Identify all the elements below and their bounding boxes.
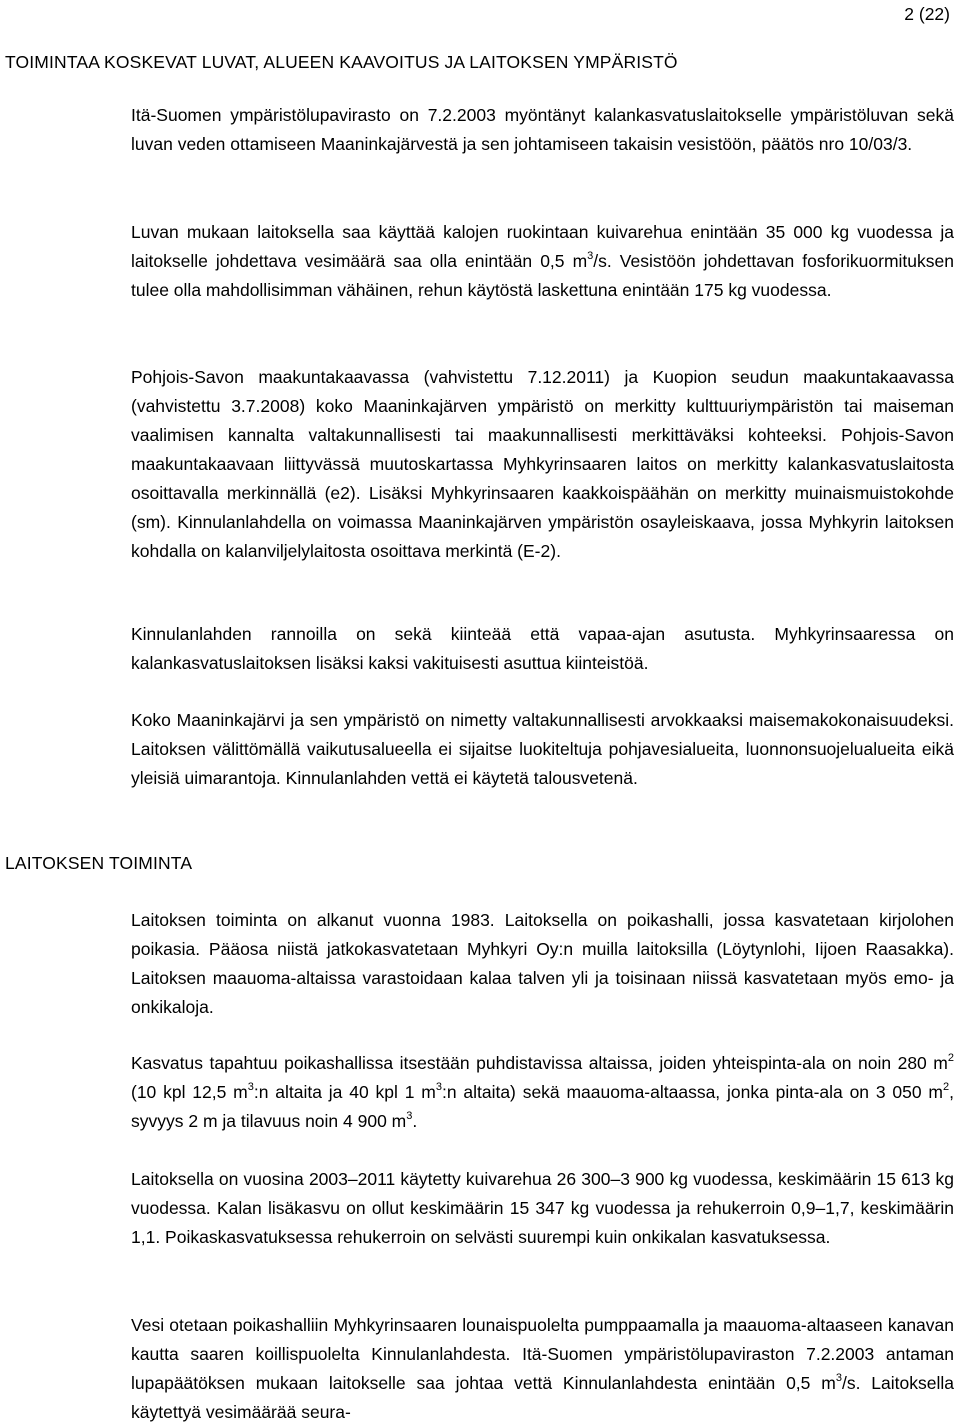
paragraph-water-intake <box>131 1311 954 1427</box>
paragraph-rearing-facilities <box>131 1049 954 1136</box>
paragraph-text: Koko Maaninkajärvi ja sen ympäristö on nimetty valtakunnallisesti arvokkaaksi maisemakokonaisuudeksi. Laitoksen välittömällä vaikutusalueella ei sijaitse luokiteltuja pohjavesialueita, luonnonsuojelualueita eikä yleisiä uimarantoja. Kinnulanlahden vettä ei käytetä talousvetenä. <box>131 710 954 788</box>
paragraph-text: Kasvatus tapahtuu poikashallissa itsestään puhdistavissa altaissa, joiden yhteispinta-ala on noin 280 $m^2$ (10 kpl 12,5 $m^3:n$ altaita ja 40 kpl 1 $m^3:n$ altaita) sekä maauoma-altaassa, jonka pinta-ala on 3 050 $m^2$, syvyys 2 m ja tilavuus noin 4 900 $m^3$. <box>131 1052 954 1131</box>
superscript: 3 <box>406 1110 413 1123</box>
paragraph-operation-history <box>131 906 954 1022</box>
superscript: 3 <box>247 1081 254 1094</box>
paragraph-landscape <box>131 706 954 793</box>
section-heading-operations: LAITOKSEN TOIMINTA <box>5 853 193 873</box>
superscript: 3 <box>835 1372 842 1385</box>
superscript: 3 <box>587 250 594 263</box>
paragraph-text: Kinnulanlahden rannoilla on sekä kiinteää että vapaa-ajan asutusta. Myhkyrinsaaressa on kalankasvatuslaitoksen lisäksi kaksi vakituisesti asuttua kiinteistöä. <box>131 624 954 673</box>
paragraph-text: Itä-Suomen ympäristölupavirasto on 7.2.2003 myöntänyt kalankasvatuslaitokselle ympäristöluvan sekä luvan veden ottamiseen Maaninkajärvestä ja sen johtamiseen takaisin vesistöön, päätös nro 10/03/3. <box>131 105 954 154</box>
paragraph-text: Laitoksen toiminta on alkanut vuonna 1983. Laitoksella on poikashalli, jossa kasvatetaan kirjolohen poikasia. Pääosa niistä jatkokasvatetaan Myhkyri Oy:n muilla laitoksilla (Löytynlohi, Iijoen Raasakka). Laitoksen maauoma-altaissa varastoidaan kalaa talven yli ja toisinaan niissä kasvatetaan myös emo- ja onkikaloja. <box>131 910 954 1017</box>
page-number: 2 (22) <box>904 4 950 24</box>
superscript: 3 <box>435 1081 442 1094</box>
paragraph-permit-conditions <box>131 218 954 305</box>
paragraph-text: Luvan mukaan laitoksella saa käyttää kalojen ruokintaan kuivarehua enintään 35 000 kg vuodessa ja laitokselle johdettava vesimäärä saa olla enintään 0,5 $m^3/s$. Vesistöön johdettavan fosforikuormituksen tulee olla mahdollisimman vähäinen, rehun käytöstä laskettuna enintään 175 kg vuodessa. <box>131 222 954 300</box>
superscript: 2 <box>943 1081 950 1094</box>
superscript: 2 <box>947 1052 954 1065</box>
section-heading-permits: TOIMINTAA KOSKEVAT LUVAT, ALUEEN KAAVOITUS JA LAITOKSEN YMPÄRISTÖ <box>5 52 678 72</box>
paragraph-zoning <box>131 363 954 566</box>
paragraph-text: Laitoksella on vuosina 2003–2011 käytetty kuivarehua 26 300–3 900 kg vuodessa, keskimäärin 15 613 kg vuodessa. Kalan lisäkasvu on ollut keskimäärin 15 347 kg vuodessa ja rehukerroin 0,9–1,7, keskimäärin 1,1. Poikaskasvatuksessa rehukerroin on selvästi suurempi kuin onkikalan kasvatuksessa. <box>131 1169 954 1247</box>
paragraph-settlement <box>131 620 954 678</box>
paragraph-text: Vesi otetaan poikashalliin Myhkyrinsaaren lounaispuolelta pumppaamalla ja maauoma-altaaseen kanavan kautta saaren koillispuolelta Kinnulanlahdesta. Itä-Suomen ympäristölupaviraston 7.2.2003 antaman lupapäätöksen mukaan laitokselle saa johtaa vettä Kinnulanlahdesta enintään 0,5 $m^3/s$. Laitoksella käytettyä vesimäärää seura- <box>131 1315 954 1422</box>
paragraph-permit-decision <box>131 101 954 159</box>
paragraph-text: Pohjois-Savon maakuntakaavassa (vahvistettu 7.12.2011) ja Kuopion seudun maakuntakaavassa (vahvistettu 3.7.2008) koko Maaninkajärven ympäristö on merkitty kulttuuriympäristön tai maiseman vaalimisen kannalta valtakunnallisesti tai maakunnallisesti merkittäväksi kohteeksi. Pohjois-Savon maakuntakaavaan liittyvässä muutoskartassa Myhkyrinsaaren laitos on merkitty kalankasvatuslaitosta osoittavalla merkinnällä (e2). Lisäksi Myhkyrinsaaren kaakkoispäähän on merkitty muinaismuistokohde (sm). Kinnulanlahdella on voimassa Maaninkajärven ympäristön osayleiskaava, jossa Myhkyrin laitoksen kohdalla on kalanviljelylaitosta osoittava merkintä (E-2). <box>131 367 954 561</box>
paragraph-feed-usage <box>131 1165 954 1252</box>
